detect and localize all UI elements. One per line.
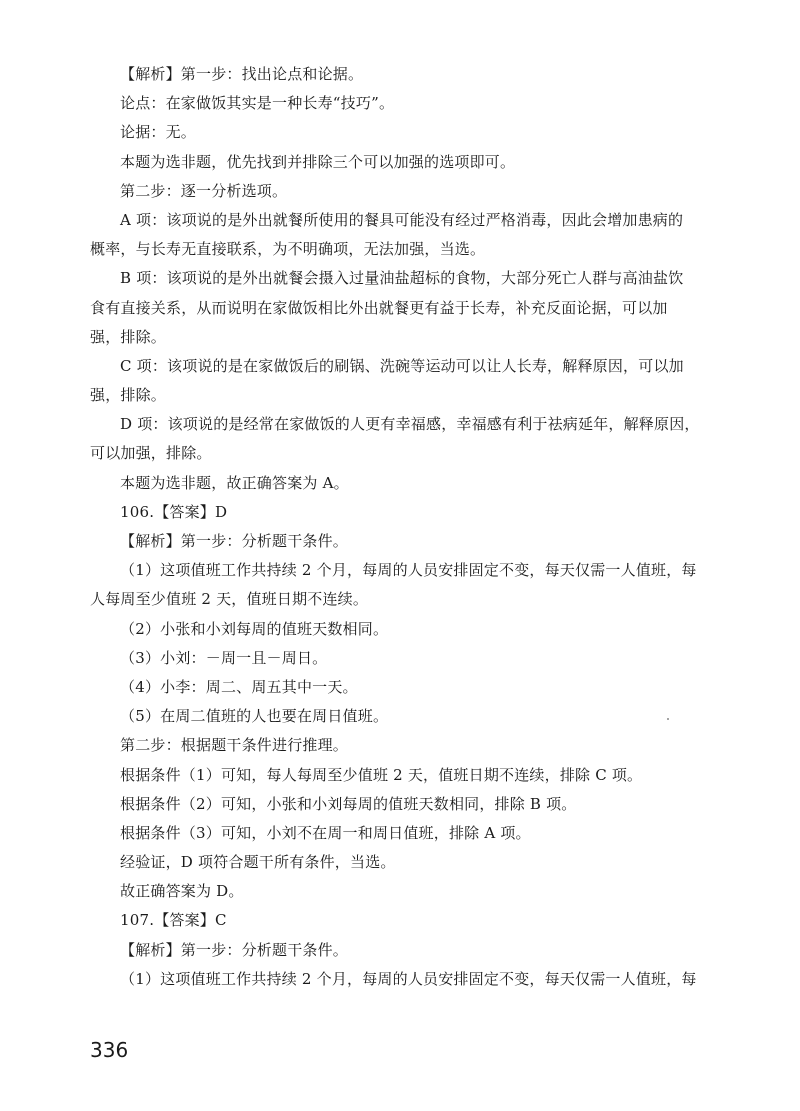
text-line: （5）在周二值班的人也要在周日值班。 [120, 707, 389, 726]
text-line: 107.【答案】C [120, 911, 227, 930]
scan-speck [667, 718, 669, 720]
text-line: C 项：该项说的是在家做饭后的刷锅、洗碗等运动可以让人长寿，解释原因，可以加 [120, 356, 684, 375]
text-line: 可以加强，排除。 [90, 444, 212, 463]
text-line: 论点：在家做饭其实是一种长寿“技巧”。 [120, 94, 395, 113]
text-line: （1）这项值班工作共持续 2 个月，每周的人员安排固定不变，每天仅需一人值班，每 [120, 561, 697, 580]
text-line: 强，排除。 [90, 386, 167, 405]
text-line: 根据条件（3）可知，小刘不在周一和周日值班，排除 A 项。 [120, 823, 531, 842]
text-line: 食有直接关系，从而说明在家做饭相比外出就餐更有益于长寿，补充反面论据，可以加 [90, 298, 668, 317]
text-line: （4）小李：周二、周五其中一天。 [120, 677, 358, 696]
text-line: 故正确答案为 D。 [120, 882, 244, 901]
text-line: 论据：无。 [120, 123, 197, 142]
text-line: B 项：该项说的是外出就餐会摄入过量油盐超标的食物，大部分死亡人群与高油盐饮 [120, 269, 684, 288]
text-line: （1）这项值班工作共持续 2 个月，每周的人员安排固定不变，每天仅需一人值班，每 [120, 969, 697, 988]
text-line: （2）小张和小刘每周的值班天数相同。 [120, 619, 389, 638]
text-line: 本题为选非题，优先找到并排除三个可以加强的选项即可。 [120, 152, 516, 171]
text-line: 第二步：逐一分析选项。 [120, 181, 288, 200]
text-line: 概率，与长寿无直接联系，为不明确项，无法加强，当选。 [90, 240, 486, 259]
text-line: 第二步：根据题干条件进行推理。 [120, 736, 349, 755]
text-line: 根据条件（1）可知，每人每周至少值班 2 天，值班日期不连续，排除 C 项。 [120, 765, 643, 784]
text-line: 人每周至少值班 2 天，值班日期不连续。 [90, 590, 369, 609]
page-number: 336 [90, 1038, 129, 1062]
body-text [90, 60, 710, 994]
text-line: 强，排除。 [90, 327, 167, 346]
text-line: 【解析】第一步：分析题干条件。 [120, 532, 349, 550]
text-line: A 项：该项说的是外出就餐所使用的餐具可能没有经过严格消毒，因此会增加患病的 [120, 210, 684, 229]
text-line: （3）小刘：－周一且－周日。 [120, 648, 328, 667]
text-line: 经验证，D 项符合题干所有条件，当选。 [120, 853, 396, 872]
text-line: D 项：该项说的是经常在家做饭的人更有幸福感，幸福感有利于祛病延年，解释原因， [120, 415, 700, 434]
text-line: 根据条件（2）可知，小张和小刘每周的值班天数相同，排除 B 项。 [120, 794, 577, 813]
text-line: 【解析】第一步：找出论点和论据。 [120, 65, 364, 83]
text-line: 106.【答案】D [120, 502, 228, 521]
text-line: 本题为选非题，故正确答案为 A。 [120, 473, 349, 492]
text-line: 【解析】第一步：分析题干条件。 [120, 940, 349, 959]
